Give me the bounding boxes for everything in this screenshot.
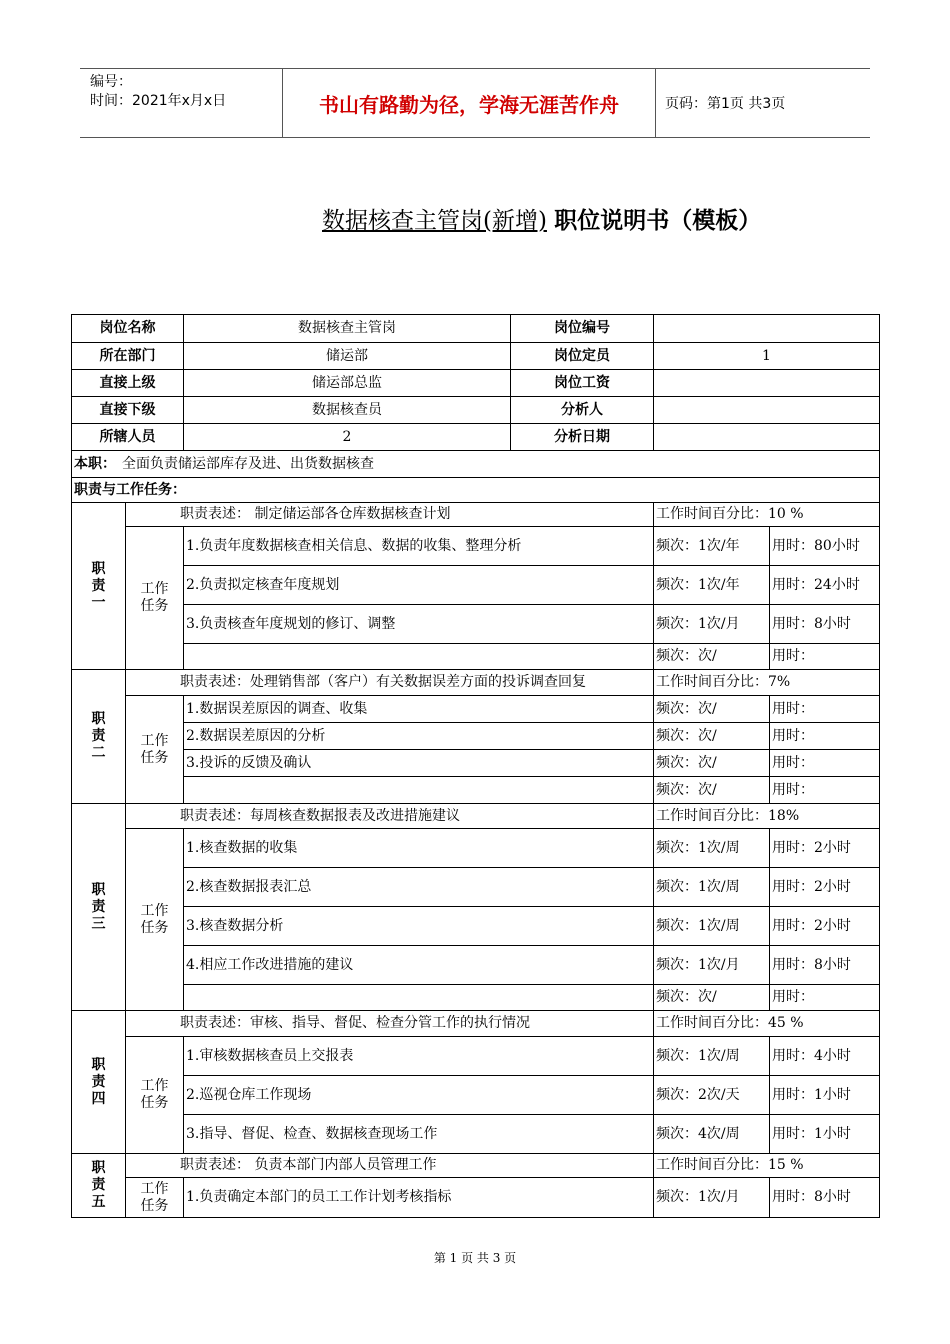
- task-time: 用时：4小时: [770, 1037, 880, 1076]
- task-time: 用时：24小时: [770, 566, 880, 605]
- duty-name-text: 职责二: [91, 711, 106, 761]
- duty-statement-row: [72, 1154, 880, 1178]
- task-text: 3.负责核查年度规划的修订、调整: [184, 605, 654, 644]
- duty-name: [72, 670, 126, 804]
- title-suffix: 职位说明书（模板）: [554, 208, 762, 234]
- duty-statement: 职责表述： 制定储运部各仓库数据核查计划: [126, 503, 654, 527]
- job-description-table: [71, 314, 880, 1218]
- task-frequency: 频次：次/: [654, 644, 770, 670]
- duty-statement: 职责表述：处理销售部（客户）有关数据误差方面的投诉调查回复: [126, 670, 654, 696]
- info-label: 所辖人员: [72, 424, 184, 451]
- info-label-2: 分析人: [511, 397, 654, 424]
- duty-statement-row: [72, 670, 880, 696]
- info-value-2: [654, 315, 880, 343]
- task-row: [72, 1115, 880, 1154]
- task-time: 用时：2小时: [770, 868, 880, 907]
- duty-time-percent: 工作时间百分比：10 %: [654, 503, 880, 527]
- info-label-2: 分析日期: [511, 424, 654, 451]
- task-row: [72, 1037, 880, 1076]
- duty-time-percent: 工作时间百分比：7%: [654, 670, 880, 696]
- task-text: 1.数据误差原因的调查、收集: [184, 696, 654, 723]
- task-row: [72, 750, 880, 777]
- duty-time-percent: 工作时间百分比：45 %: [654, 1011, 880, 1037]
- task-frequency: 频次：1次/年: [654, 527, 770, 566]
- duties-heading-row: [72, 478, 880, 503]
- task-row: [72, 644, 880, 670]
- work-task-label-text: 工作任务: [140, 581, 169, 614]
- info-row: [72, 315, 880, 343]
- info-value-2: [654, 370, 880, 397]
- duty-name-text: 职责五: [91, 1160, 106, 1210]
- task-frequency: 频次：1次/月: [654, 1178, 770, 1218]
- task-text: 1.核查数据的收集: [184, 829, 654, 868]
- duty-name-text: 职责一: [91, 560, 106, 611]
- duty-name: [72, 1011, 126, 1154]
- duty-statement-row: [72, 1011, 880, 1037]
- task-time: 用时：: [770, 750, 880, 777]
- document-title: [322, 202, 761, 235]
- duty-statement-row: [72, 804, 880, 829]
- work-task-label-text: 工作任务: [140, 1180, 169, 1214]
- task-row: [72, 605, 880, 644]
- task-frequency: 频次：1次/月: [654, 605, 770, 644]
- task-row: [72, 777, 880, 804]
- duty-time-percent: 工作时间百分比：18%: [654, 804, 880, 829]
- task-row: [72, 829, 880, 868]
- duty-name-text: 职责三: [91, 881, 106, 932]
- core-duty: [72, 451, 880, 478]
- core-duty-row: [72, 451, 880, 478]
- task-row: [72, 1178, 880, 1218]
- task-text: 1.负责年度数据核查相关信息、数据的收集、整理分析: [184, 527, 654, 566]
- task-text: [184, 777, 654, 804]
- info-label: 所在部门: [72, 343, 184, 370]
- info-label: 岗位名称: [72, 315, 184, 343]
- task-text: 3.投诉的反馈及确认: [184, 750, 654, 777]
- task-frequency: 频次：次/: [654, 777, 770, 804]
- duty-name: [72, 804, 126, 1011]
- info-label-2: 岗位定员: [511, 343, 654, 370]
- task-time: 用时：: [770, 644, 880, 670]
- info-value: 数据核查员: [184, 397, 511, 424]
- work-task-label-text: 工作任务: [140, 732, 169, 766]
- duty-time-percent: 工作时间百分比：15 %: [654, 1154, 880, 1178]
- task-text: 3.指导、督促、检查、数据核查现场工作: [184, 1115, 654, 1154]
- info-row: [72, 397, 880, 424]
- info-value: 储运部总监: [184, 370, 511, 397]
- task-text: 2.数据误差原因的分析: [184, 723, 654, 750]
- duty-statement-row: [72, 503, 880, 527]
- work-task-label: [126, 527, 184, 670]
- work-task-label: [126, 696, 184, 804]
- info-value-2: [654, 424, 880, 451]
- task-frequency: 频次：次/: [654, 750, 770, 777]
- task-row: [72, 985, 880, 1011]
- task-time: 用时：2小时: [770, 829, 880, 868]
- header-left: [80, 69, 283, 137]
- info-label-2: 岗位工资: [511, 370, 654, 397]
- task-time: 用时：1小时: [770, 1115, 880, 1154]
- work-task-label: [126, 1037, 184, 1154]
- work-task-label-text: 工作任务: [140, 1078, 169, 1111]
- task-frequency: 频次：1次/周: [654, 907, 770, 946]
- task-row: [72, 868, 880, 907]
- task-text: 2.巡视仓库工作现场: [184, 1076, 654, 1115]
- task-row: [72, 566, 880, 605]
- duty-statement: 职责表述：审核、指导、督促、检查分管工作的执行情况: [126, 1011, 654, 1037]
- duty-statement: 职责表述：每周核查数据报表及改进措施建议: [126, 804, 654, 829]
- task-frequency: 频次：1次/月: [654, 946, 770, 985]
- task-frequency: 频次：次/: [654, 985, 770, 1011]
- work-task-label: [126, 829, 184, 1011]
- info-label: 直接上级: [72, 370, 184, 397]
- task-text: 1.审核数据核查员上交报表: [184, 1037, 654, 1076]
- task-frequency: 频次：次/: [654, 723, 770, 750]
- task-text: 2.负责拟定核查年度规划: [184, 566, 654, 605]
- task-time: 用时：: [770, 985, 880, 1011]
- task-time: 用时：1小时: [770, 1076, 880, 1115]
- duty-statement: 职责表述： 负责本部门内部人员管理工作: [126, 1154, 654, 1178]
- duties-heading: 职责与工作任务：: [72, 478, 880, 503]
- task-frequency: 频次：1次/年: [654, 566, 770, 605]
- task-time: 用时：80小时: [770, 527, 880, 566]
- info-row: [72, 424, 880, 451]
- work-task-label-text: 工作任务: [140, 902, 169, 936]
- task-time: 用时：8小时: [770, 605, 880, 644]
- page-header: [80, 68, 870, 138]
- duty-name: [72, 503, 126, 670]
- task-frequency: 频次：2次/天: [654, 1076, 770, 1115]
- task-row: [72, 1076, 880, 1115]
- task-time: 用时：: [770, 777, 880, 804]
- task-row: [72, 946, 880, 985]
- task-text: 1.负责确定本部门的员工工作计划考核指标: [184, 1178, 654, 1218]
- task-text: 3.核查数据分析: [184, 907, 654, 946]
- core-duty-text: 全面负责储运部库存及进、出货数据核查: [122, 455, 374, 472]
- task-frequency: 频次：1次/周: [654, 868, 770, 907]
- task-frequency: 频次：1次/周: [654, 829, 770, 868]
- task-text: 4.相应工作改进措施的建议: [184, 946, 654, 985]
- info-value-2: [654, 397, 880, 424]
- info-value: 储运部: [184, 343, 511, 370]
- time-label: 时间：2021年x月x日: [90, 93, 227, 109]
- core-duty-label: 本职：: [74, 455, 116, 472]
- task-time: 用时：2小时: [770, 907, 880, 946]
- duty-name: [72, 1154, 126, 1218]
- task-frequency: 频次：次/: [654, 696, 770, 723]
- task-time: 用时：: [770, 696, 880, 723]
- info-row: [72, 370, 880, 397]
- task-time: 用时：: [770, 723, 880, 750]
- info-value: 数据核查主管岗: [184, 315, 511, 343]
- task-row: [72, 907, 880, 946]
- task-text: 2.核查数据报表汇总: [184, 868, 654, 907]
- page-footer: 第 1 页 共 3 页: [433, 1251, 517, 1265]
- info-label-2: 岗位编号: [511, 315, 654, 343]
- header-page-info: 页码：第1页 共3页: [665, 96, 786, 112]
- info-row: [72, 343, 880, 370]
- task-row: [72, 723, 880, 750]
- task-frequency: 频次：1次/周: [654, 1037, 770, 1076]
- header-motto: 书山有路勤为径，学海无涯苦作舟: [283, 69, 656, 137]
- info-label: 直接下级: [72, 397, 184, 424]
- number-label: 编号：: [90, 74, 132, 90]
- info-value-2: 1: [654, 343, 880, 370]
- work-task-label: [126, 1178, 184, 1218]
- task-row: [72, 696, 880, 723]
- task-text: [184, 644, 654, 670]
- task-frequency: 频次：4次/周: [654, 1115, 770, 1154]
- duty-name-text: 职责四: [91, 1056, 106, 1107]
- info-value: 2: [184, 424, 511, 451]
- title-position: 数据核查主管岗(新增): [322, 208, 547, 234]
- task-text: [184, 985, 654, 1011]
- task-time: 用时：8小时: [770, 1178, 880, 1218]
- task-time: 用时：8小时: [770, 946, 880, 985]
- task-row: [72, 527, 880, 566]
